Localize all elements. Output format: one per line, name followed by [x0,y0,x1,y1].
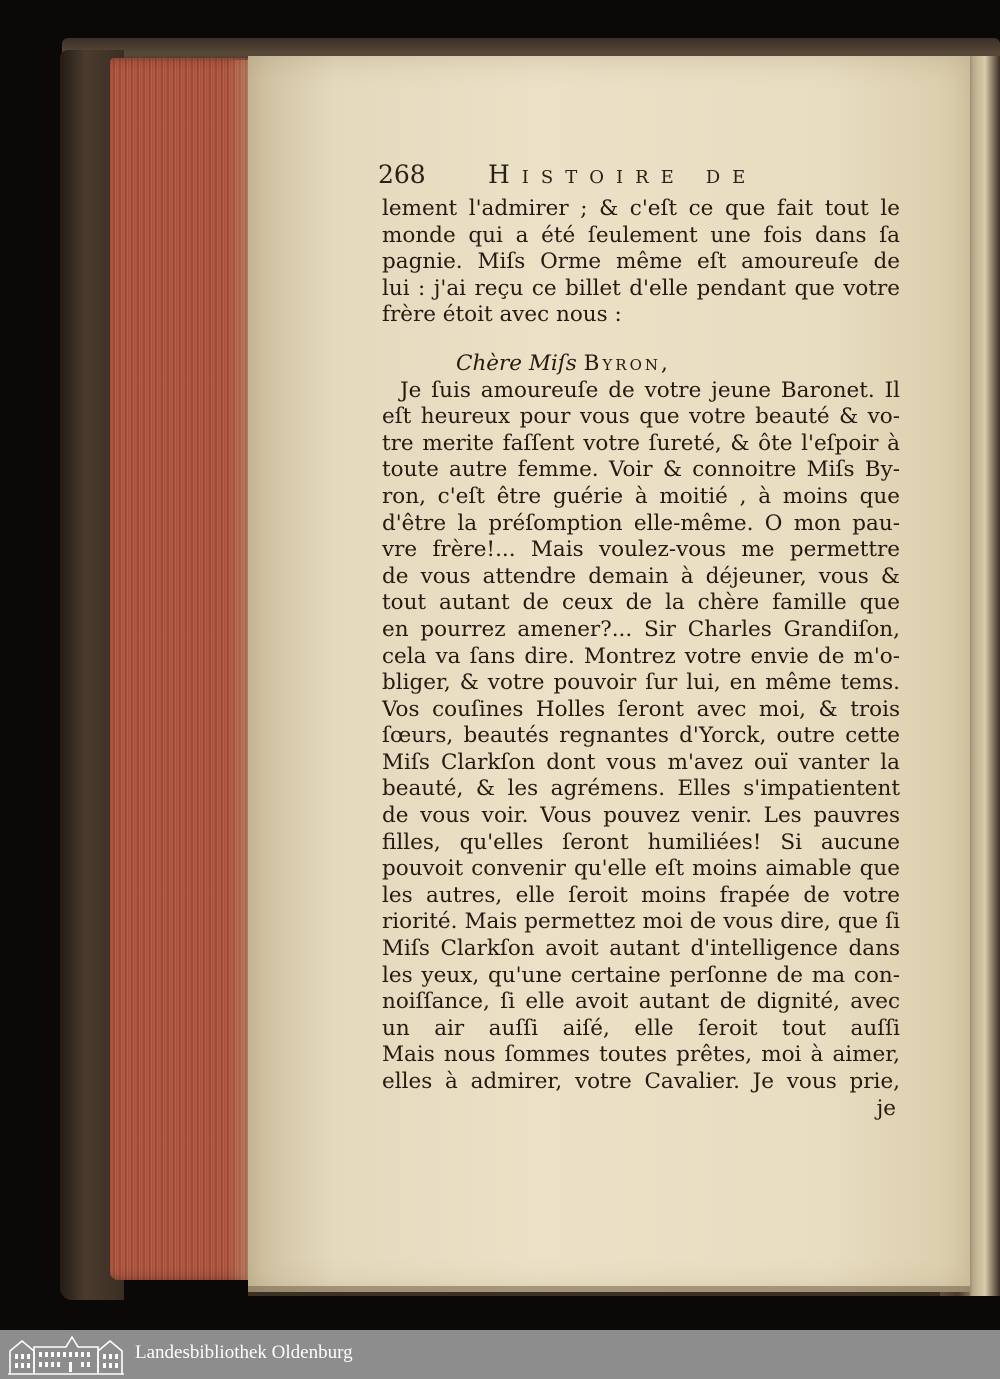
letter-line: noiſſance, ſi elle avoit autant de dignité, avec [382,989,900,1015]
letter-line: Vos couſines Holles ſeront avec moi, & trois [382,696,900,722]
text-line: lement l'admirer ; & c'eſt ce que fait tout le [382,196,900,221]
salutation-name: Byron, [583,350,671,376]
text-line: monde qui a été ſeulement une fois dans ſa [382,222,900,248]
footer-bar [0,1330,1000,1379]
letter-line: de vous voir. Vous pouvez venir. Les pauvres [382,803,900,829]
library-building-icon [8,1333,124,1375]
letter-line: bliger, & votre pouvoir ſur lui, en même tems. [382,670,900,696]
letter-line: Mais nous ſommes toutes prêtes, moi à aimer, [382,1042,900,1068]
page-text [382,196,900,1122]
letter-line: vre frère!... Mais voulez-vous me permettre [382,537,900,563]
letter-line: filles, qu'elles ſeront humiliées! Si aucune [382,829,900,855]
letter-line: Miſs Clarkſon avoit autant d'intelligence dans [382,936,900,962]
running-head [378,160,918,196]
salutation-title: Chère Miſs [456,350,577,376]
letter-line: Je ſuis amoureuſe de votre jeune Baronet. Il [400,377,900,403]
letter-line: d'être la préſomption elle-même. O mon pau- [382,510,900,536]
letter-line: ron, c'eſt être guérie à moitié , à moins que [382,483,900,509]
letter-line: beauté, & les agrémens. Elles s'impatientent [382,776,900,802]
letter-salutation [382,351,900,378]
letter-line: elles à admirer, votre Cavalier. Je vous prie, [382,1069,900,1094]
text-line: frère étoit avec nous : [382,302,622,328]
letter-line: tre merite faſſent votre ſureté, & ôte l'eſpoir à [382,430,900,456]
letter-line: ſœurs, beautés regnantes d'Yorck, outre cette [382,723,900,749]
letter-line: en pourrez amener?... Sir Charles Grandiſon, [382,616,900,642]
letter-line: pouvoit convenir qu'elle eſt moins aimable que [382,856,900,882]
page-number: 268 [378,160,426,189]
letter-line: un air auſſi aiſé, elle ſeroit tout auſſi [382,1015,900,1041]
text-line: pagnie. Miſs Orme même eſt amoureuſe de [382,249,900,275]
letter-line: les autres, elle ſeroit moins frapée de votre [382,882,900,908]
letter-line: de vous attendre demain à déjeuner, vous & [382,563,900,589]
catchword: je [876,1095,896,1121]
running-title: Histoire de [488,160,758,189]
text-line: lui : j'ai reçu ce billet d'elle pendant que votre [382,275,900,301]
letter-line: riorité. Mais permettez moi de vous dire, que ſi [382,909,900,935]
letter-line: toute autre femme. Voir & connoitre Miſs By- [382,457,900,483]
library-name: Landesbibliothek Oldenburg [135,1342,353,1363]
letter-line: eſt heureux pour vous que votre beauté & vo- [382,404,900,430]
letter-line: Miſs Clarkſon dont vous m'avez ouï vanter la [382,749,900,775]
letter-line: cela va ſans dire. Montrez votre envie de m'o- [382,643,900,669]
letter-line: tout autant de ceux de la chère famille que [382,590,900,616]
letter-line: les yeux, qu'une certaine perſonne de ma con- [382,962,900,988]
